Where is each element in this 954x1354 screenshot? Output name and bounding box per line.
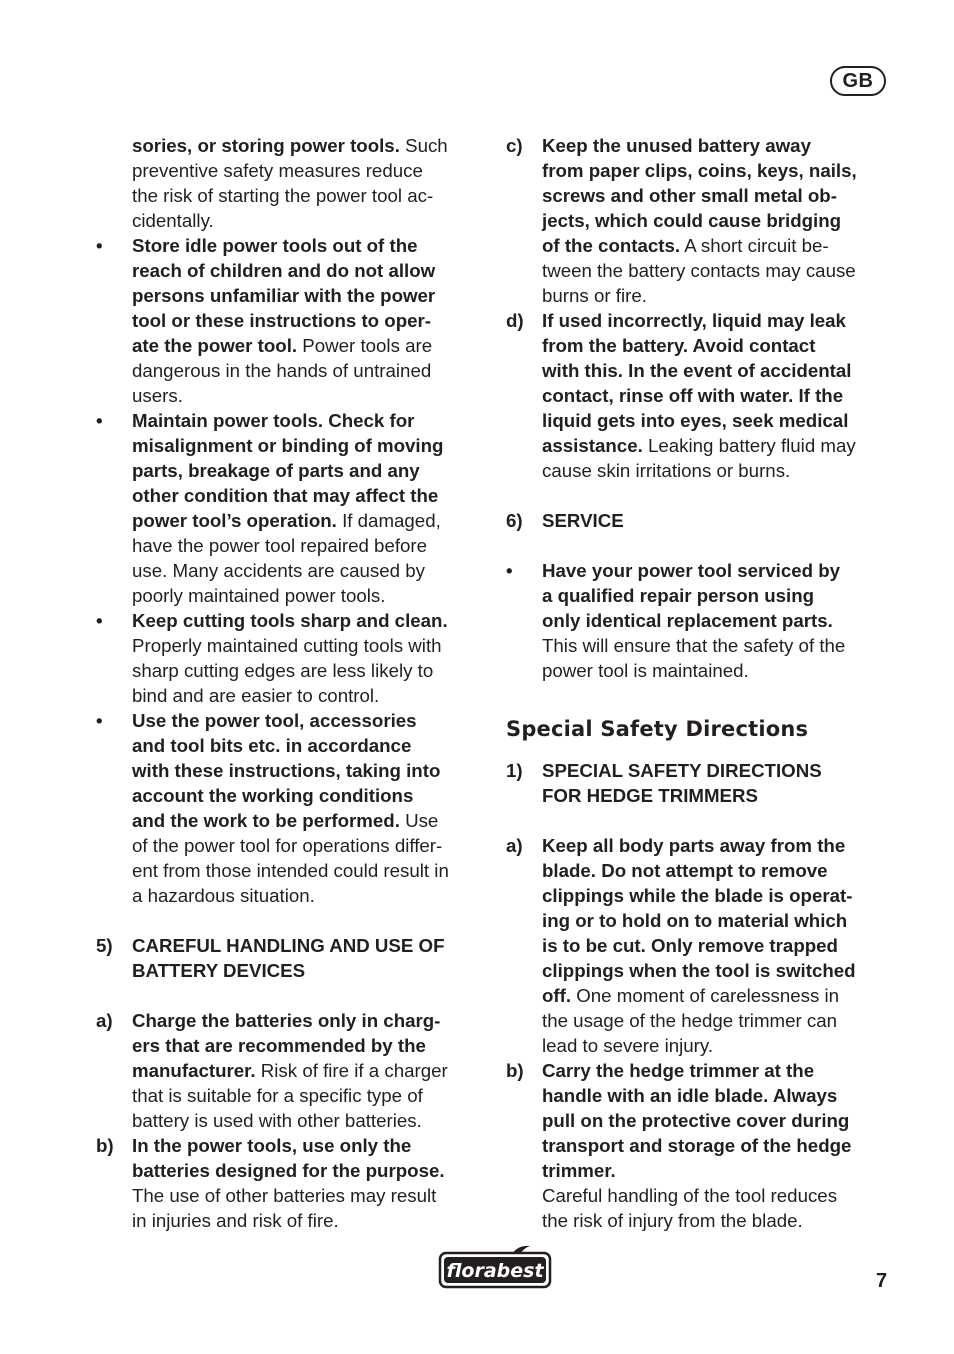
- bold-text: sories, or storing power tools.: [132, 135, 400, 156]
- item-keep-body-parts-away: a) Keep all body parts away from the blade. Do not attempt to remove clippings while the blade is operat- ing or to hold on to material which is to be cut. Only remove trapped clippings when the tool is switched off. One moment of carelessness in the usage of the hedge trimmer can lead to severe injury.: [506, 835, 856, 1056]
- text-line: preventive safety measures reduce: [132, 160, 423, 181]
- bullet-marker: •: [506, 560, 513, 581]
- section-number: 1): [506, 760, 523, 781]
- item-liquid-leak: d) If used incorrectly, liquid may leak from the battery. Avoid contact with this. In the event of accidental contact, rinse off with water. If the liquid gets into eyes, seek medical assistance. Leaking battery fluid may cause skin irritations or burns.: [506, 310, 856, 481]
- section-heading-service: 6) SERVICE: [506, 510, 624, 531]
- bullet-marker: •: [96, 235, 103, 256]
- item-charge-batteries: a) Charge the batteries only in charg- ers that are recommended by the manufacturer. Risk of fire if a charger that is suitable for a specific type of battery is used with other batteries.: [96, 1010, 448, 1131]
- page-number: 7: [876, 1270, 888, 1292]
- regular-text: Such: [399, 135, 448, 156]
- item-use-designed-batteries: b) In the power tools, use only the batteries designed for the purpose. The use of other batteries may result in injuries and risk of fire.: [96, 1135, 445, 1231]
- section-title-special-safety: Special Safety Directions: [506, 717, 809, 741]
- item-letter: b): [96, 1135, 114, 1156]
- item-letter: d): [506, 310, 524, 331]
- right-column: [506, 133, 896, 1233]
- bullet-marker: •: [96, 710, 103, 731]
- language-badge: GB: [830, 66, 886, 96]
- bullet-maintain-tools: • Maintain power tools. Check for misalignment or binding of moving parts, breakage of parts and any other condition that may affect the power tool’s operation. If damaged, have the power tool repaired before use. Many accidents are caused by poorly maintained power tools.: [96, 410, 444, 606]
- item-letter: a): [506, 835, 523, 856]
- item-letter: c): [506, 135, 523, 156]
- logo-graphic: [438, 1244, 552, 1290]
- florabest-logo: [438, 1244, 552, 1290]
- item-unused-battery: c) Keep the unused battery away from paper clips, coins, keys, nails, screws and other small metal ob- jects, which could cause bridging of the contacts. A short circuit be- tween the battery contacts may cause burns or fire.: [506, 135, 857, 306]
- bullet-service-tool: • Have your power tool serviced by a qualified repair person using only identical replacement parts. This will ensure that the safety of the power tool is maintained.: [506, 560, 846, 681]
- text-line: cidentally.: [132, 210, 214, 231]
- text-line: the risk of starting the power tool ac-: [132, 185, 434, 206]
- section-heading-battery-devices: 5) CAREFUL HANDLING AND USE OF BATTERY DEVICES: [96, 935, 445, 981]
- bullet-marker: •: [96, 610, 103, 631]
- section-heading-hedge-trimmers: 1) SPECIAL SAFETY DIRECTIONS FOR HEDGE TRIMMERS: [506, 760, 822, 806]
- section-number: 6): [506, 510, 523, 531]
- bullet-keep-tools-sharp: • Keep cutting tools sharp and clean. Properly maintained cutting tools with sharp cutting edges are less likely to bind and are easier to control.: [96, 610, 448, 706]
- bullet-store-idle-tools: • Store idle power tools out of the reach of children and do not allow persons unfamiliar with the power tool or these instructions to oper- ate the power tool. Power tools are dangerous in the hands of untrained users.: [96, 235, 436, 406]
- item-letter: a): [96, 1010, 113, 1031]
- item-letter: b): [506, 1060, 524, 1081]
- left-column: [96, 133, 486, 1233]
- bullet-marker: •: [96, 410, 103, 431]
- section-number: 5): [96, 935, 113, 956]
- text-line: [96, 133, 486, 158]
- bullet-use-per-instructions: • Use the power tool, accessories and tool bits etc. in accordance with these instructions, taking into account the working conditions and the work to be performed. Use of the power tool for operations differ- ent from those intended could result in a hazardous situation.: [96, 710, 449, 906]
- logo-text: florabest: [446, 1260, 544, 1282]
- item-carry-hedge-trimmer: b) Carry the hedge trimmer at the handle with an idle blade. Always pull on the protective cover during transport and storage of the hedge trimmer. Careful handling of the tool reduces the risk of injury from the blade.: [506, 1060, 852, 1231]
